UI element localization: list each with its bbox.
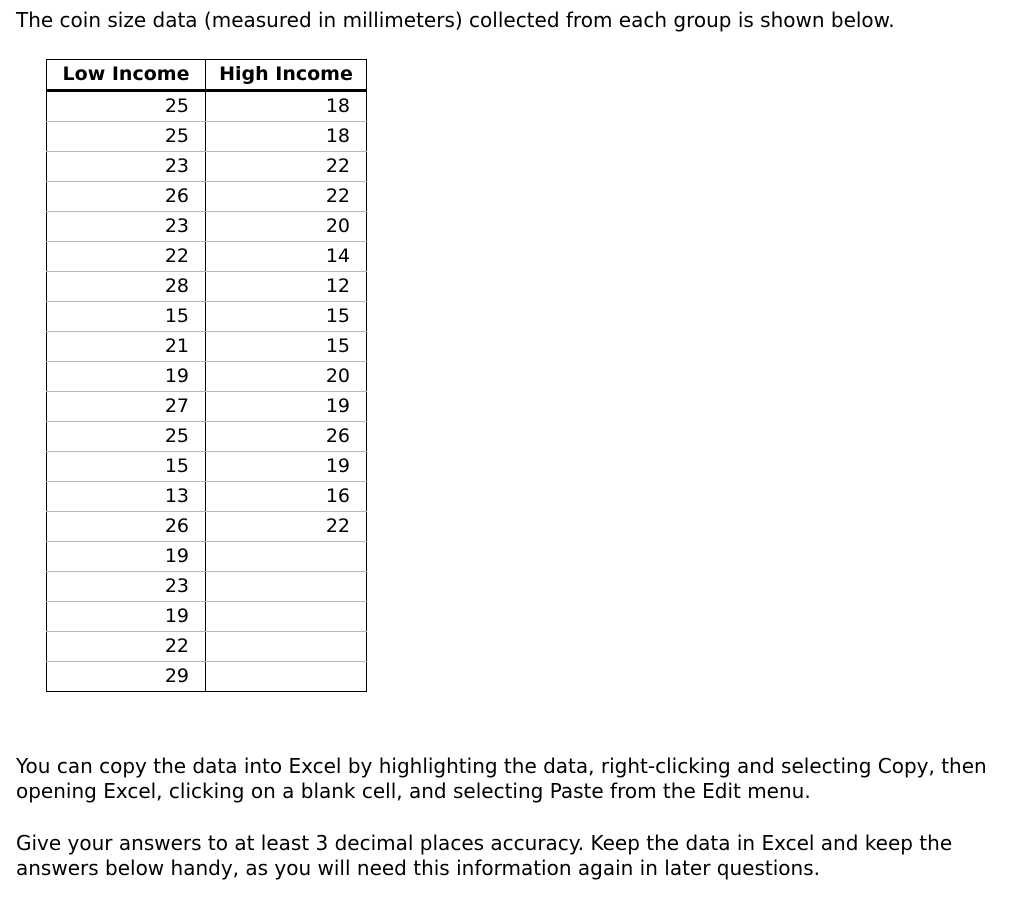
table-row: [47, 91, 367, 122]
cell-low-income: 22: [47, 632, 206, 662]
table-row: [47, 242, 367, 272]
table-row: [47, 272, 367, 302]
cell-low-income: 15: [47, 452, 206, 482]
cell-low-income: 25: [47, 122, 206, 152]
cell-high-income: 26: [206, 422, 367, 452]
column-header-low-income: Low Income: [47, 60, 206, 91]
cell-high-income: 18: [206, 91, 367, 122]
cell-high-income: [206, 632, 367, 662]
table-row: [47, 212, 367, 242]
cell-low-income: 25: [47, 91, 206, 122]
cell-high-income: [206, 542, 367, 572]
cell-high-income: 20: [206, 362, 367, 392]
table-row: [47, 452, 367, 482]
table-row: [47, 662, 367, 692]
table-row: [47, 332, 367, 362]
cell-low-income: 15: [47, 302, 206, 332]
cell-low-income: 23: [47, 572, 206, 602]
cell-high-income: [206, 662, 367, 692]
copy-instructions: You can copy the data into Excel by highlighting the data, right-clicking and selecting Copy, then opening Excel, clicking on a blank cell, and selecting Paste from the Edit menu.: [16, 754, 987, 803]
cell-high-income: [206, 572, 367, 602]
cell-high-income: 18: [206, 122, 367, 152]
table-row: [47, 482, 367, 512]
cell-low-income: 19: [47, 362, 206, 392]
table-row: [47, 362, 367, 392]
cell-low-income: 25: [47, 422, 206, 452]
table-body: [47, 91, 367, 692]
cell-high-income: 16: [206, 482, 367, 512]
cell-low-income: 29: [47, 662, 206, 692]
cell-low-income: 23: [47, 212, 206, 242]
cell-high-income: 22: [206, 512, 367, 542]
table-row: [47, 392, 367, 422]
table-row: [47, 602, 367, 632]
cell-high-income: 14: [206, 242, 367, 272]
cell-low-income: 26: [47, 512, 206, 542]
coin-size-table[interactable]: [46, 59, 367, 692]
table-row: [47, 632, 367, 662]
cell-high-income: 20: [206, 212, 367, 242]
table-row: [47, 422, 367, 452]
cell-high-income: [206, 602, 367, 632]
cell-low-income: 19: [47, 602, 206, 632]
cell-high-income: 15: [206, 332, 367, 362]
table-row: [47, 572, 367, 602]
table-row: [47, 152, 367, 182]
cell-high-income: 12: [206, 272, 367, 302]
table-row: [47, 512, 367, 542]
cell-low-income: 22: [47, 242, 206, 272]
cell-low-income: 26: [47, 182, 206, 212]
answer-instructions: Give your answers to at least 3 decimal places accuracy. Keep the data in Excel and keep the answers below handy, as you will need this information again in later questions.: [16, 831, 953, 880]
cell-high-income: 22: [206, 152, 367, 182]
cell-high-income: 19: [206, 392, 367, 422]
cell-high-income: 22: [206, 182, 367, 212]
cell-low-income: 13: [47, 482, 206, 512]
column-header-high-income: High Income: [206, 60, 367, 91]
table-row: [47, 122, 367, 152]
cell-low-income: 27: [47, 392, 206, 422]
table-row: [47, 182, 367, 212]
cell-low-income: 19: [47, 542, 206, 572]
table-header-row: [47, 60, 367, 91]
cell-low-income: 28: [47, 272, 206, 302]
cell-low-income: 21: [47, 332, 206, 362]
table-row: [47, 542, 367, 572]
intro-text: The coin size data (measured in millimeters) collected from each group is shown below.: [16, 8, 895, 32]
cell-high-income: 15: [206, 302, 367, 332]
cell-high-income: 19: [206, 452, 367, 482]
cell-low-income: 23: [47, 152, 206, 182]
table-row: [47, 302, 367, 332]
